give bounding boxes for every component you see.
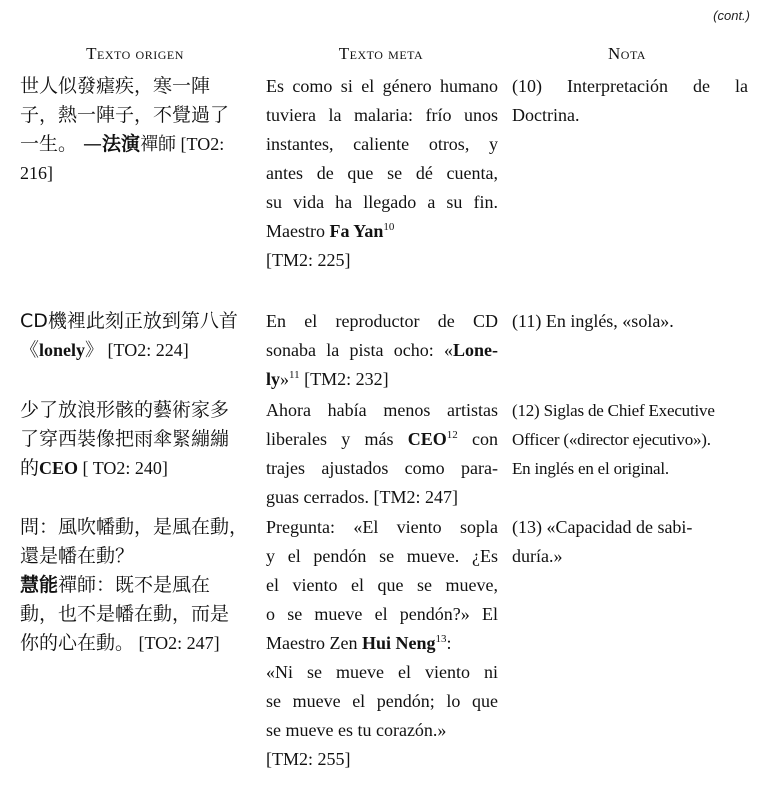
row2-target-line1: En el reproductor de CD bbox=[266, 311, 498, 331]
footnote-ref-10: 10 bbox=[383, 221, 395, 233]
row2-source-line1: CD機裡此刻正放到第八首 bbox=[20, 310, 238, 332]
row4-note-line2: duría.» bbox=[512, 546, 563, 566]
row1-target-line7: [TM2: 225] bbox=[266, 250, 351, 270]
row3-target-text: liberales y más bbox=[266, 429, 408, 449]
row2-note-line1: (11) En inglés, «sola». bbox=[512, 311, 674, 331]
row4-source-master-name: 慧能 bbox=[20, 574, 59, 596]
row3-note-line3: En inglés en el original. bbox=[512, 459, 669, 478]
row3-source-ceo: CEO bbox=[39, 458, 79, 478]
row4-target-master-name: Hui Neng bbox=[361, 633, 436, 653]
row1-note-line2: Doctrina. bbox=[512, 105, 580, 125]
row1-target-line3: instantes, caliente otros, y bbox=[266, 134, 498, 154]
row2-target-text: sonaba la pista ocho: « bbox=[266, 340, 453, 360]
row2-note bbox=[512, 307, 748, 336]
row3-source bbox=[20, 396, 252, 483]
continued-label: (cont.) bbox=[713, 8, 750, 23]
row4-target-line1: Pregunta: «El viento sopla bbox=[266, 517, 498, 537]
row2-target-song-part1: Lone- bbox=[453, 340, 498, 360]
header-target-text: Texto meta bbox=[338, 44, 424, 63]
row2-source-song-title: lonely bbox=[39, 340, 86, 360]
row4-target bbox=[266, 513, 498, 774]
footnote-ref-11: 11 bbox=[289, 369, 300, 381]
row4-source bbox=[20, 513, 252, 658]
row1-source-text: 一生。 — bbox=[20, 133, 103, 155]
row4-note bbox=[512, 513, 748, 571]
row4-source-ref: [TO2: 247] bbox=[134, 633, 220, 653]
row2-target-song-part2: ly bbox=[266, 369, 281, 389]
row4-source-line2: 還是幡在動？ bbox=[20, 545, 135, 567]
row3-target bbox=[266, 396, 498, 512]
row4-target-line7: se mueve el pendón; lo que bbox=[266, 691, 498, 711]
row1-source-line1: 世人似發瘧疾，寒一陣 bbox=[20, 75, 211, 97]
row3-target-text-con: con bbox=[457, 429, 498, 449]
row4-target-line8: se mueve es tu corazón.» bbox=[266, 720, 447, 740]
row2-target-ref: [TM2: 232] bbox=[299, 369, 389, 389]
row4-target-line6: «Ni se mueve el viento ni bbox=[266, 662, 498, 682]
row4-source-text-end: 你的心在動。 bbox=[20, 632, 135, 654]
header-source-text: Texto origen bbox=[86, 44, 184, 63]
row3-target-line3: trajes ajustados como para- bbox=[266, 458, 498, 478]
footnote-ref-13: 13 bbox=[435, 633, 447, 645]
row4-target-line4: o se mueve el pendón?» El bbox=[266, 604, 498, 624]
row4-source-line5 bbox=[20, 629, 252, 658]
row1-target-line6 bbox=[266, 217, 498, 246]
row3-note-line1: (12) Siglas de Chief Executive bbox=[512, 401, 715, 420]
row4-source-line3 bbox=[20, 571, 252, 600]
row3-source-text: 的 bbox=[20, 457, 40, 479]
row4-source-line1: 問：風吹幡動，是風在動， bbox=[20, 516, 249, 538]
row2-target-line3 bbox=[266, 365, 498, 394]
row1-target-line1: Es como si el género humano bbox=[266, 76, 498, 96]
row4-source-line4: 動，也不是幡在動，而是 bbox=[20, 603, 230, 625]
row2-source-ref: 》 [TO2: 224] bbox=[85, 340, 189, 360]
row1-note-line1: (10) Interpretación de la bbox=[512, 76, 748, 96]
row3-source-line3 bbox=[20, 454, 252, 483]
row3-note bbox=[512, 396, 748, 483]
row1-source-line2: 子，熱一陣子，不覺過了 bbox=[20, 104, 230, 126]
row1-target bbox=[266, 72, 498, 275]
row4-target-line5 bbox=[266, 629, 498, 658]
row4-target-maestro: Maestro Zen bbox=[266, 633, 362, 653]
row3-source-line1: 少了放浪形骸的藝術家多 bbox=[20, 399, 230, 421]
row1-source-line4: 216] bbox=[20, 163, 53, 183]
row1-source-ref: 禪師 [TO2: bbox=[140, 134, 225, 154]
row2-source bbox=[20, 307, 252, 365]
header-note: Nota bbox=[608, 44, 646, 63]
row1-target-line5: su vida ha llegado a su fin. bbox=[266, 192, 498, 212]
row4-target-colon: : bbox=[446, 633, 452, 653]
row3-target-line1: Ahora había menos artistas bbox=[266, 400, 498, 420]
row3-target-ceo: CEO bbox=[407, 429, 447, 449]
row2-source-bracket-open: 《 bbox=[20, 339, 40, 361]
row4-target-line9: [TM2: 255] bbox=[266, 749, 351, 769]
row4-note-line1: (13) «Capacidad de sabi- bbox=[512, 517, 693, 537]
row1-note bbox=[512, 72, 748, 130]
row4-target-line3: el viento el que se mueve, bbox=[266, 575, 498, 595]
row1-source bbox=[20, 72, 252, 188]
row2-source-line2 bbox=[20, 336, 252, 365]
row4-target-line2: y el pendón se mueve. ¿Es bbox=[266, 546, 498, 566]
row3-target-line4: guas cerrados. [TM2: 247] bbox=[266, 487, 458, 507]
row2-target-quote-close: » bbox=[280, 369, 290, 389]
row1-target-master-name: Fa Yan bbox=[329, 221, 384, 241]
row3-source-ref: [ TO2: 240] bbox=[78, 458, 168, 478]
row1-source-master-name: 法演 bbox=[102, 133, 141, 155]
row2-target bbox=[266, 307, 498, 394]
row1-source-line3 bbox=[20, 130, 252, 159]
row3-target-line2 bbox=[266, 425, 498, 454]
row4-source-text: 禪師：既不是風在 bbox=[58, 574, 211, 596]
row1-target-line2: tuviera la malaria: frío unos bbox=[266, 105, 498, 125]
row3-source-line2: 了穿西裝像把雨傘緊繃繃 bbox=[20, 428, 230, 450]
row2-target-line2 bbox=[266, 336, 498, 365]
row1-target-line4: antes de que se dé cuenta, bbox=[266, 163, 498, 183]
row1-target-maestro: Maestro bbox=[266, 221, 330, 241]
row3-note-line2: Officer («director ejecutivo»). bbox=[512, 430, 711, 449]
footnote-ref-12: 12 bbox=[446, 429, 458, 441]
